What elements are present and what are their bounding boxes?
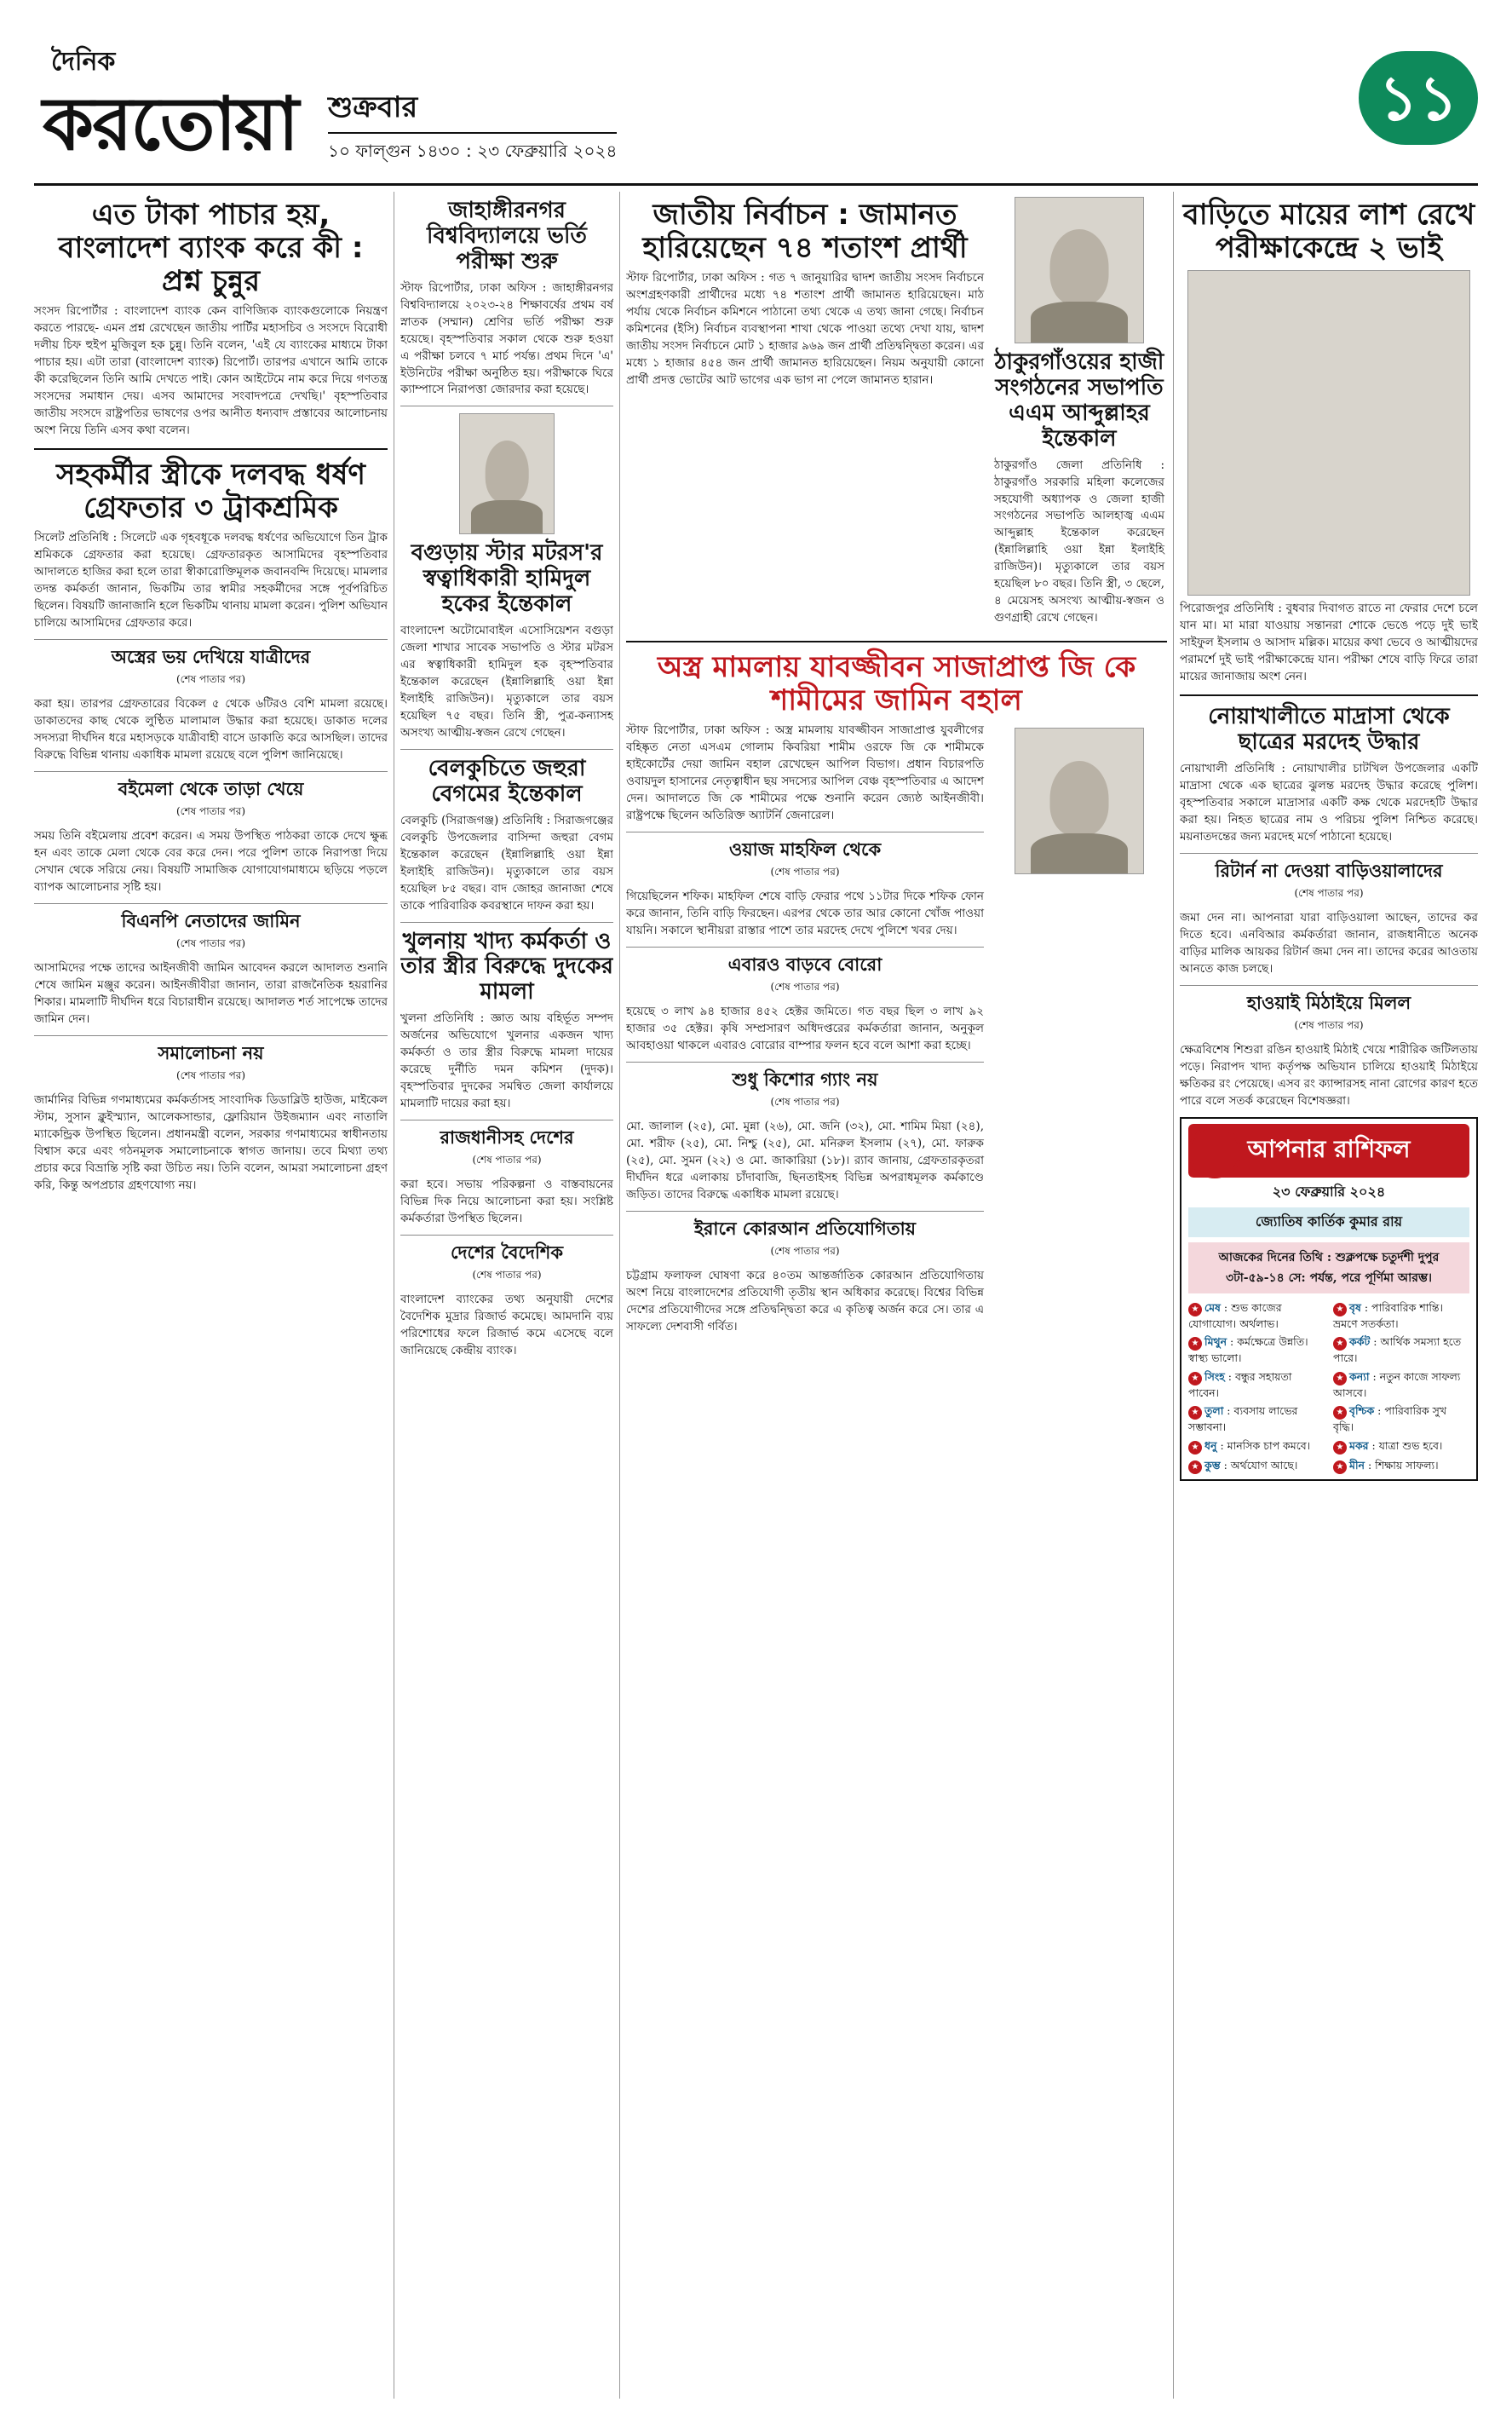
horoscope-sign-text: : ব্যবসায় লাভের সম্ভাবনা। <box>1188 1404 1298 1434</box>
horoscope-sign-name: সিংহ <box>1204 1369 1225 1383</box>
horoscope-sign-text: : শুভ কাজের যোগাযোগ। অর্থলাভ। <box>1188 1300 1282 1330</box>
article-row <box>626 723 1167 1341</box>
article-body: জমা দেন না। আপনারা যারা বাড়িওয়ালা আছেন, তাদের কর দিতে হবে। এনবিআর কর্মকর্তারা জানান, রাজধানীতে অনেক বাড়ির মালিক আয়কর রিটার্ন জমা দেন না। তাদের করের আওতায় আনতে কাজ চলছে। <box>1180 910 1478 976</box>
horoscope-sign-name: বৃষ <box>1349 1300 1361 1314</box>
side-column <box>994 723 1164 1341</box>
masthead <box>34 26 1478 186</box>
article-body: মো. জালাল (২৫), মো. মুন্না (২৬), মো. জনি (৩২), মো. শামিম মিয়া (২৪), মো. শরীফ (২৫), মো. নিশ্চু (২৫), মো. মনিরুল ইসলাম (২৭), মো. ফারুক (২৫), মো. সুমন (২২) ও মো. জাকারিয়া (১৮)। র‍্যাব জানায়, গ্রেফতারকৃতরা দীর্ঘদিন ধরে এলাকায় চাঁদাবাজি, ছিনতাইসহ বিভিন্ন অপরাধমূলক কর্মকাণ্ডে জড়িত। তাদের বিরুদ্ধে একাধিক মামলা রয়েছে। <box>626 1120 984 1202</box>
headline: এত টাকা পাচার হয়, বাংলাদেশ ব্যাংক করে কী : প্রশ্ন চুন্নুর <box>58 198 364 299</box>
horoscope-sign-text: : আর্থিক সমস্যা হতে পারে। <box>1333 1335 1462 1365</box>
article-body: বাংলাদেশ ব্যাংকের তথ্য অনুযায়ী দেশের বৈদেশিক মুদ্রার রিজার্ভ কমেছে। আমদানি ব্যয় পরিশোধের ফলে রিজার্ভ কমে এসেছে বলে জানিয়েছে কেন্দ্রীয় ব্যাংক। <box>400 1293 613 1358</box>
article-body: করা হয়। তারপর গ্রেফতারের বিকেল ৫ থেকে ৬টিরও বেশি মামলা রয়েছে। ডাকাতদের কাছ থেকে লুণ্ঠিত মালামাল উদ্ধার করা হয়েছে। ডাকাত দলের সদস্যরা দীর্ঘদিন ধরে মহাসড়কে যাত্রীবাহী বাসে ডাকাতি করে আসছিল। তাদের বিরুদ্ধে বিভিন্ন থানায় একাধিক মামলা রয়েছে বলে পুলিশ জানিয়েছে। <box>34 697 388 763</box>
headline: বেলকুচিতে জহুরা বেগমের ইন্তেকাল <box>428 755 586 807</box>
zodiac-sign-icon: ★ <box>1188 1303 1202 1316</box>
horoscope-grid <box>1188 1300 1469 1474</box>
horoscope-sign <box>1188 1438 1325 1455</box>
column-2 <box>400 192 613 1365</box>
headline: অস্ত্র মামলায় যাবজ্জীবন সাজাপ্রাপ্ত জি কে শামীমের জামিন বহাল <box>657 650 1136 718</box>
article-body: সময় তিনি বইমেলায় প্রবেশ করেন। এ সময় উপস্থিত পাঠকরা তাকে দেখে ক্ষুব্ধ হন এবং তাকে মেলা থেকে বের করে দেন। পরে পুলিশ তাকে নিরাপত্তা দিয়ে সেখান থেকে সরিয়ে নেয়। বিষয়টি সামাজিক যোগাযোগমাধ্যমে ছড়িয়ে পড়লে ব্যাপক আলোচনার সৃষ্টি হয়। <box>34 829 388 895</box>
lead-row <box>626 192 1167 632</box>
article-body: বেলকুচি (সিরাজগঞ্জ) প্রতিনিধি : সিরাজগঞ্জের বেলকুচি উপজেলার বাসিন্দা জহুরা বেগম ইন্তেকাল করেছেন (ইন্নালিল্লাহি ওয়া ইন্না ইলাইহি রাজিউন)। মৃত্যুকালে তার বয়স হয়েছিল ৮৫ বছর। বাদ জোহর জানাজা শেষে তাকে পারিবারিক কবরস্থানে দাফন করা হয়। <box>400 813 613 913</box>
horoscope-sign-name: কুম্ভ <box>1204 1458 1221 1472</box>
headline: দেশের বৈদেশিক <box>450 1242 564 1264</box>
portrait-head-shape <box>486 441 529 503</box>
zodiac-sign-icon: ★ <box>1333 1303 1347 1316</box>
divider <box>626 1211 984 1212</box>
divider <box>34 771 388 772</box>
divider <box>34 448 388 450</box>
headline: ঠাকুরগাঁওয়ের হাজী সংগঠনের সভাপতি এএম আব্দুল্লাহর ইন্তেকাল <box>994 349 1164 452</box>
continuation-note: (শেষ পাতার পর) <box>770 981 840 994</box>
horoscope-sign-name: মীন <box>1349 1458 1365 1472</box>
horoscope-date: ২৩ ফেব্রুয়ারি ২০২৪ <box>1272 1183 1386 1200</box>
horoscope-sign <box>1333 1438 1469 1455</box>
horoscope-sign-text: : বন্ধুর সহায়তা পাবেন। <box>1188 1369 1292 1399</box>
continuation-note: (শেষ পাতার পর) <box>472 1269 542 1282</box>
column-rule <box>619 192 620 2399</box>
obituary-box <box>994 192 1164 632</box>
headline: নোয়াখালীতে মাদ্রাসা থেকে ছাত্রের মরদেহ উদ্ধার <box>1208 704 1450 755</box>
headline: রাজধানীসহ দেশের <box>440 1126 574 1148</box>
divider <box>34 639 388 640</box>
headline: বাড়িতে মায়ের লাশ রেখে পরীক্ষাকেন্দ্রে ২ ভাই <box>1182 198 1475 266</box>
headline: এবারও বাড়বে বোরো <box>727 954 882 976</box>
horoscope-sign-text: : পারিবারিক সুখ বৃদ্ধি। <box>1333 1404 1447 1434</box>
issue-day: শুক্রবার <box>328 90 418 124</box>
article-body: স্টাফ রিপোর্টার, ঢাকা অফিস : অস্ত্র মামলায় যাবজ্জীবন সাজাপ্রাপ্ত যুবলীগের বহিষ্কৃত নেতা এসএম গোলাম কিবরিয়া শামীম ওরফে জি কে শামীমকে হাইকোর্টের দেয়া জামিন বহাল রেখেছেন আপিল বিভাগ। প্রধান বিচারপতি ওবায়দুল হাসানের নেতৃত্বাধীন ছয় সদস্যের আপিল বেঞ্চ বৃহস্পতিবার এ আদেশ দেন। আদালতে জি কে শামীমের পক্ষে শুনানি করেন জ্যেষ্ঠ আইনজীবী। রাষ্ট্রপক্ষে ছিলেন অতিরিক্ত অ্যাটর্নি জেনারেল। <box>626 723 984 823</box>
horoscope-box <box>1180 1117 1478 1481</box>
portrait-photo <box>1015 728 1144 874</box>
divider <box>34 1035 388 1036</box>
newspaper-page <box>34 26 1478 2403</box>
article-body: সিলেট প্রতিনিধি : সিলেটে এক গৃহবধূকে দলবদ্ধ ধর্ষণের অভিযোগে তিন ট্রাক শ্রমিককে গ্রেফতার করা হয়েছে। গ্রেফতারকৃত আসামিদের বৃহস্পতিবার আদালতে হাজির করা হলে তারা স্বীকারোক্তিমূলক জবানবন্দি দিয়েছে। মামলার তদন্ত কর্মকর্তা জানান, ভিকটিম তার স্বামীর সহকর্মীদের সঙ্গে পূর্বপরিচিত ছিলেন। বিষয়টি জানাজানি হলে ভিকটিম থানায় মামলা করেন। পুলিশ অভিযান চালিয়ে আসামিদের গ্রেফতার করে। <box>34 531 388 631</box>
zodiac-sign-icon: ★ <box>1333 1460 1347 1474</box>
horoscope-sign <box>1188 1334 1325 1366</box>
continuation-note: (শেষ পাতার পর) <box>770 1245 840 1258</box>
zodiac-sign-icon: ★ <box>1333 1372 1347 1385</box>
newspaper-name: করতোয়া <box>43 82 298 167</box>
divider <box>626 1062 984 1063</box>
horoscope-sign-name: কন্যা <box>1349 1369 1370 1383</box>
article-body: চট্টগ্রাম ফলাফল ঘোষণা করে ৪০তম আন্তর্জাতিক কোরআন প্রতিযোগিতায় অংশ নিয়ে বাংলাদেশের প্রতিযোগী তৃতীয় স্থান অধিকার করেছে। বিশ্বের বিভিন্ন দেশের প্রতিযোগীদের সঙ্গে প্রতিদ্বন্দ্বিতা করে এ কৃতিত্ব অর্জন করে সে। তার এ সাফল্যে দেশবাসী গর্বিত। <box>626 1269 984 1334</box>
headline: সমালোচনা নয় <box>158 1043 264 1064</box>
continuation-note: (শেষ পাতার পর) <box>175 805 246 818</box>
horoscope-sign-name: বৃশ্চিক <box>1349 1404 1375 1418</box>
article-body: নোয়াখালী প্রতিনিধি : নোয়াখালীর চাটখিল উপজেলার একটি মাদ্রাসা থেকে এক ছাত্রের ঝুলন্ত মরদেহ উদ্ধার করেছে পুলিশ। বৃহস্পতিবার সকালে মাদ্রাসার একটি কক্ষ থেকে মরদেহটি উদ্ধার করা হয়। নিহত ছাত্রের নাম ও পরিচয় পুলিশ নিশ্চিত করেছে। ময়নাতদন্তের জন্য মরদেহ মর্গে পাঠানো হয়েছে। <box>1180 761 1478 844</box>
continuation-note: (শেষ পাতার পর) <box>770 1096 840 1109</box>
continuation-note: (শেষ পাতার পর) <box>1294 1018 1364 1031</box>
column-3 <box>626 192 1167 1341</box>
zodiac-sign-icon: ★ <box>1333 1441 1347 1455</box>
article-body: গিয়েছিলেন শফিক। মাহফিল শেষে বাড়ি ফেরার পথে ১১টার দিকে শফিক ফোন করে জানান, তিনি বাড়ি ফিরছেন। এরপর থেকে তার আর কোনো খোঁজ পাওয়া যায়নি। সকালে স্থানীয়রা রাস্তার পাশে তার মরদেহ দেখে পুলিশে খবর দেয়। <box>626 890 984 938</box>
divider <box>626 947 984 948</box>
zodiac-sign-icon: ★ <box>1333 1406 1347 1420</box>
article-body: সংসদ রিপোর্টার : বাংলাদেশ ব্যাংক কেন বাণিজ্যিক ব্যাংকগুলোকে নিয়ন্ত্রণ করতে পারছে- এমন প্রশ্ন রেখেছেন জাতীয় পার্টির মহাসচিব ও সংসদে বিরোধী দলীয় চিফ হুইপ মুজিবুল হক চুন্নু। তিনি বলেন, 'এই যে ব্যাংকের মাধ্যমে টাকা পাচার হয়। এটা তারা (বাংলাদেশ ব্যাংক) রিপোর্ট। তারপর এখানে আমি তাকে কী করেছিলেন তিনি আমি দেখতে পাই। কোন আইটেমে নাম করে দিয়ে গণতন্ত্র সংসদের সমাধান দেয়। এসব আমাদের সংবাদপত্রে দেখছি।' বৃহস্পতিবার জাতীয় সংসদে রাষ্ট্রপতির ভাষণের ওপর আনীত ধন্যবাদ প্রস্তাবের আলোচনায় অংশ নিয়ে তিনি এসব কথা বলেন। <box>34 304 388 438</box>
portrait-photo <box>1015 197 1144 343</box>
horoscope-sign <box>1333 1369 1469 1401</box>
article-body: স্টাফ রিপোর্টার, ঢাকা অফিস : জাহাঙ্গীরনগর বিশ্ববিদ্যালয়ে ২০২৩-২৪ শিক্ষাবর্ষের প্রথম বর্ষ স্নাতক (সম্মান) শ্রেণির ভর্তি পরীক্ষা শুরু হয়েছে। বৃহস্পতিবার সকাল থেকে শুরু হওয়া এ পরীক্ষা চলবে ৭ মার্চ পর্যন্ত। প্রথম দিনে 'এ' ইউনিটের পরীক্ষা অনুষ্ঠিত হয়। পরীক্ষাকে ঘিরে ক্যাম্পাসে নিরাপত্তা জোরদার করা হয়েছে। <box>400 280 613 397</box>
headline: বগুড়ায় স্টার মটরস'র স্বত্বাধিকারী হামিদুল হকের ইন্তেকাল <box>411 540 603 618</box>
divider <box>1180 694 1478 696</box>
horoscope-sign-name: মেষ <box>1204 1300 1221 1314</box>
horoscope-sign-text: : শিক্ষায় সাফল্য। <box>1364 1458 1439 1472</box>
horoscope-sign-text: : অর্থযোগ আছে। <box>1220 1458 1298 1472</box>
horoscope-sign-text: : কর্মক্ষেত্রে উন্নতি। স্বাস্থ্য ভালো। <box>1188 1335 1308 1365</box>
article-column <box>626 723 984 1341</box>
masthead-tag: দৈনিক <box>51 47 116 77</box>
horoscope-sign <box>1333 1334 1469 1366</box>
headline: ওয়াজ মাহফিল থেকে <box>728 839 882 861</box>
divider <box>400 922 613 923</box>
zodiac-sign-icon: ★ <box>1188 1337 1202 1351</box>
horoscope-sign <box>1188 1403 1325 1435</box>
news-photo <box>1187 270 1470 596</box>
headline: খুলনায় খাদ্য কর্মকর্তা ও তার স্ত্রীর বিরুদ্ধে দুদকের মামলা <box>400 928 613 1005</box>
horoscope-sign <box>1333 1403 1469 1435</box>
divider <box>34 903 388 904</box>
headline: ইরানে কোরআন প্রতিযোগিতায় <box>693 1218 917 1240</box>
headline: সহকর্মীর স্ত্রীকে দলবদ্ধ ধর্ষণ গ্রেফতার ৩ ট্রাকশ্রমিক <box>56 458 365 526</box>
column-1 <box>34 192 388 1200</box>
horoscope-sign-name: ধনু <box>1204 1438 1217 1452</box>
horoscope-sign-text: : নতুন কাজে সাফল্য আসবে। <box>1333 1369 1461 1399</box>
article-body: আসামিদের পক্ষে তাদের আইনজীবী জামিন আবেদন করলে আদালত শুনানি শেষে জামিন মঞ্জুর করেন। আইনজীবীরা জানান, তারা রাজনৈতিক হয়রানির শিকার। মামলাটি দীর্ঘদিন ধরে বিচারাধীন রয়েছে। আদালত শর্ত সাপেক্ষে তাদের জামিন দেন। <box>34 961 388 1027</box>
headline: হাওয়াই মিঠাইয়ে মিলল <box>1246 992 1411 1013</box>
continuation-note: (শেষ পাতার পর) <box>472 1154 542 1167</box>
horoscope-sign <box>1333 1458 1469 1474</box>
horoscope-header: আপনার রাশিফল <box>1188 1124 1469 1178</box>
zodiac-wheel-icon <box>1188 1126 1241 1178</box>
article-body: ক্ষেত্রবিশেষ শিশুরা রঙিন হাওয়াই মিঠাই খেয়ে শারীরিক জটিলতায় পড়ে। নিরাপদ খাদ্য কর্তৃপক্ষ অভিযান চালিয়ে হাওয়াই মিঠাইয়ে ক্ষতিকর রং পেয়েছে। এসব রং ক্যান্সারসহ নানা রোগের কারণ হতে পারে বলে সতর্ক করেছেন বিশেষজ্ঞরা। <box>1180 1042 1478 1108</box>
column-4 <box>1180 192 1478 1488</box>
divider <box>626 641 1167 642</box>
page-number: ১১ <box>1359 51 1478 145</box>
continuation-note: (শেষ পাতার পর) <box>770 866 840 879</box>
zodiac-sign-icon: ★ <box>1188 1406 1202 1420</box>
horoscope-tithi: আজকের দিনের তিথি : শুক্লপক্ষে চতুর্দশী দুপুর ৩টা-৫৯-১৪ সে: পর্যন্ত, পরে পূর্ণিমা আরম্ভ। <box>1188 1242 1469 1293</box>
portrait-photo <box>459 413 555 534</box>
horoscope-sign-text: : পারিবারিক শান্তি। ভ্রমণে সতর্কতা। <box>1333 1300 1444 1330</box>
article-body: স্টাফ রিপোর্টার, ঢাকা অফিস : গত ৭ জানুয়ারির দ্বাদশ জাতীয় সংসদ নির্বাচনে অংশগ্রহণকারী প্রার্থীদের মধ্যে ৭৪ শতাংশ প্রার্থী জামানত হারিয়েছেন। মাঠ পর্যায় থেকে নির্বাচন কমিশনে পাঠানো তথ্য থেকে এ তথ্য জানা গেছে। নির্বাচন কমিশনের (ইসি) নির্বাচন ব্যবস্থাপনা শাখা থেকে পাওয়া তথ্যে দেখা যায়, দ্বাদশ জাতীয় সংসদ নির্বাচনে মোট ১ হাজার ৯৬৯ জন প্রার্থী প্রতিদ্বন্দ্বিতা করেন। এর মধ্যে ১ হাজার ৪৫৪ জন প্রার্থী জামানত হারিয়েছেন। নিয়ম অনুযায়ী কোনো প্রার্থী প্রদত্ত ভোটের আট ভাগের এক ভাগ না পেলে জামানত হারান। <box>626 271 984 387</box>
headline: রিটার্ন না দেওয়া বাড়িওয়ালাদের <box>1215 860 1443 881</box>
issue-date: ১০ ফাল্গুন ১৪৩০ : ২৩ ফেব্রুয়ারি ২০২৪ <box>328 132 617 167</box>
horoscope-sign <box>1333 1300 1469 1332</box>
headline: জাতীয় নির্বাচন : জামানত হারিয়েছেন ৭৪ শতাংশ প্রার্থী <box>642 198 968 266</box>
continuation-note: (শেষ পাতার পর) <box>175 1069 246 1082</box>
portrait-head-shape <box>1050 761 1109 836</box>
divider <box>400 749 613 750</box>
continuation-note: (শেষ পাতার পর) <box>175 673 246 686</box>
zodiac-sign-icon: ★ <box>1188 1372 1202 1385</box>
column-rule <box>1173 192 1174 2399</box>
article-body: জার্মানির বিভিন্ন গণমাধ্যমের কর্মকর্তাসহ সাংবাদিক ডিডাব্লিউ হাউজ, মাইকেল স্টাম, সুসান ক্লুইস্ম্যান, আলেকসান্ডার, ফ্লোরিয়ান উইজম্যান এবং নাতালি ম্যাকেন্ড্রিক উপস্থিত ছিলেন। প্রধানমন্ত্রী বলেন, সরকার গণমাধ্যমের স্বাধীনতায় বিশ্বাস করে এবং গঠনমূলক সমালোচনাকে স্বাগত জানায়। তবে মিথ্যা তথ্য প্রচার করে বিভ্রান্তি সৃষ্টি করা উচিত নয়। তিনি বলেন, আমরা সমালোচনা গ্রহণ করি, কিন্তু অপপ্রচার গ্রহণযোগ্য নয়। <box>34 1093 388 1193</box>
divider <box>1180 985 1478 986</box>
horoscope-sign-name: কর্কট <box>1349 1335 1371 1349</box>
headline: শুধু কিশোর গ্যাং নয় <box>732 1069 878 1091</box>
portrait-shoulder-shape <box>1031 302 1128 343</box>
horoscope-sign <box>1188 1458 1325 1474</box>
article-body: ঠাকুরগাঁও জেলা প্রতিনিধি : ঠাকুরগাঁও সরকারি মহিলা কলেজের সহযোগী অধ্যাপক ও জেলা হাজী সংগঠনের সভাপতি আলহাজ্ব এএম আব্দুল্লাহ ইন্তেকাল করেছেন (ইন্নালিল্লাহি ওয়া ইন্না ইলাইহি রাজিউন)। মৃত্যুকালে তার বয়স হয়েছিল ৮০ বছর। তিনি স্ত্রী, ৩ ছেলে, ৪ মেয়েসহ অসংখ্য আত্মীয়-স্বজন ও গুণগ্রাহী রেখে গেছেন। <box>994 458 1164 625</box>
horoscope-sign <box>1188 1300 1325 1332</box>
zodiac-sign-icon: ★ <box>1188 1460 1202 1474</box>
horoscope-author: জ্যোতিষ কার্তিক কুমার রায় <box>1188 1207 1469 1237</box>
article-body: খুলনা প্রতিনিধি : জ্ঞাত আয় বহির্ভূত সম্পদ অর্জনের অভিযোগে খুলনার একজন খাদ্য কর্মকর্তা ও তার স্ত্রীর বিরুদ্ধে মামলা দায়ের করেছে দুর্নীতি দমন কমিশন (দুদক)। বৃহস্পতিবার দুদকের সমন্বিত জেলা কার্যালয়ে মামলাটি দায়ের করা হয়। <box>400 1011 613 1111</box>
horoscope-sign <box>1188 1369 1325 1401</box>
portrait-shoulder-shape <box>1031 833 1128 874</box>
article-body: বাংলাদেশ অটোমোবাইল এসোসিয়েশন বগুড়া জেলা শাখার সাবেক সভাপতি ও স্টার মটরস এর স্বত্বাধিকারী হামিদুল হক বৃহস্পতিবার ইন্তেকাল করেছেন (ইন্নালিল্লাহি ওয়া ইন্না ইলাইহি রাজিউন)। মৃত্যুকালে তার বয়স হয়েছিল ৭৫ বছর। তিনি স্ত্রী, পুত্র-কন্যাসহ অসংখ্য আত্মীয়-স্বজন রেখে গেছেন। <box>400 624 613 740</box>
horoscope-sign-text: : মানসিক চাপ কমবে। <box>1216 1438 1311 1452</box>
continuation-note: (শেষ পাতার পর) <box>175 937 246 950</box>
divider <box>1180 853 1478 854</box>
headline: অস্ত্রের ভয় দেখিয়ে যাত্রীদের <box>111 647 311 668</box>
headline: জাহাঙ্গীরনগর বিশ্ববিদ্যালয়ে ভর্তি পরীক্ষা শুরু <box>427 198 587 274</box>
continuation-note: (শেষ পাতার পর) <box>1294 886 1364 899</box>
portrait-shoulder-shape <box>471 500 543 533</box>
horoscope-sign-name: মিথুন <box>1204 1335 1227 1349</box>
horoscope-sign-name: মকর <box>1349 1438 1369 1452</box>
portrait-head-shape <box>1050 229 1109 304</box>
zodiac-sign-icon: ★ <box>1333 1337 1347 1351</box>
divider <box>400 1235 613 1236</box>
zodiac-sign-icon: ★ <box>1188 1441 1202 1455</box>
horoscope-sign-text: : যাত্রা শুভ হবে। <box>1368 1438 1443 1452</box>
headline: বিএনপি নেতাদের জামিন <box>121 911 301 932</box>
horoscope-sign-name: তুলা <box>1204 1404 1224 1418</box>
article-body: করা হবে। সভায় পরিকল্পনা ও বাস্তবায়নের বিভিন্ন দিক নিয়ে আলোচনা করা হয়। সংশ্লিষ্ট কর্মকর্তারা উপস্থিত ছিলেন। <box>400 1178 613 1226</box>
article-body: হয়েছে ৩ লাখ ৯৪ হাজার ৪৫২ হেক্টর জমিতে। গত বছর ছিল ৩ লাখ ৯২ হাজার ৩৫ হেক্টর। কৃষি সম্প্রসারণ অধিদপ্তরের কর্মকর্তারা জানান, অনুকূল আবহাওয়া থাকলে এবারও বোরোর বাম্পার ফলন হবে বলে আশা করা হচ্ছে। <box>626 1005 984 1053</box>
lead-article <box>626 192 984 632</box>
headline: বইমেলা থেকে তাড়া খেয়ে <box>118 779 304 800</box>
article-body: পিরোজপুর প্রতিনিধি : বুধবার দিবাগত রাতে না ফেরার দেশে চলে যান মা। মা মারা যাওয়ায় সন্তানরা শোকে ভেঙে পড়ে দুই ভাই সাইফুল ইসলাম ও আসাদ মল্লিক। মায়ের কথা ভেবে ও আত্মীয়দের পরামর্শে দুই ভাই পরীক্ষাকেন্দ্রে যান। পরীক্ষা শেষে বাড়ি ফিরে তারা মায়ের জানাজায় অংশ নেন। <box>1180 602 1478 684</box>
